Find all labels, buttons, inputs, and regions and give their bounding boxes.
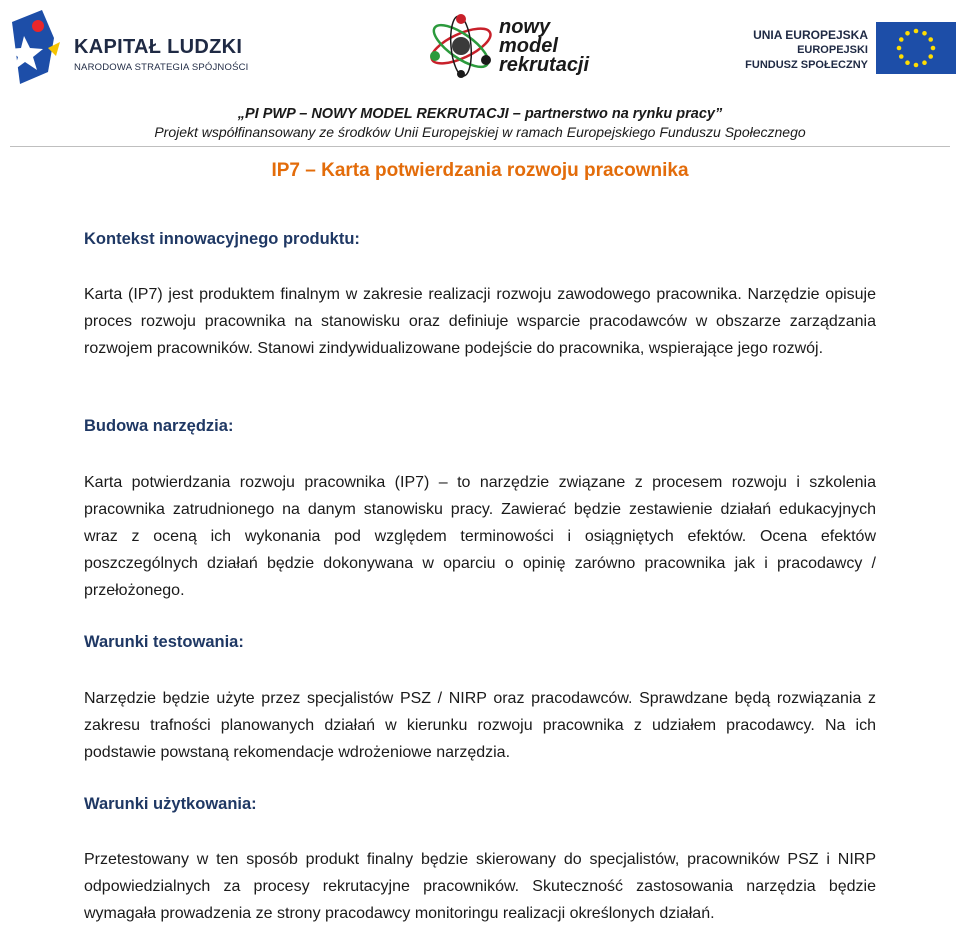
kapital-ludzki-logo bbox=[8, 8, 258, 88]
eu-star-icon bbox=[922, 31, 927, 36]
eu-flag-icon bbox=[876, 22, 956, 74]
eu-star-icon bbox=[905, 60, 910, 65]
project-title: „PI PWP – NOWY MODEL REKRUTACJI – partnerstwo na rynku pracy” bbox=[237, 106, 723, 122]
header-divider bbox=[10, 146, 950, 147]
eu-star-icon bbox=[931, 46, 936, 51]
eu-european-text: EUROPEJSKI bbox=[797, 44, 868, 56]
section-body-context: Karta (IP7) jest produktem finalnym w zakresie realizacji rozwoju zawodowego pracownika. Narzędzie opisuje proces rozwoju pracownika na stanowisku oraz definiuje wsparcie pracodawców w obszarze zarządzania rozwojem pracowników. Stanowi zindywidualizowane podejście do pracownika, wspierające jego rozwój. bbox=[84, 286, 876, 357]
section-heading-context: Kontekst innowacyjnego produktu: bbox=[84, 230, 360, 248]
kapital-ludzki-subtitle: NARODOWA STRATEGIA SPÓJNOŚCI bbox=[74, 62, 249, 73]
kapital-ludzki-star-icon bbox=[8, 8, 68, 88]
eu-star-icon bbox=[914, 63, 919, 68]
section-heading-testing: Warunki testowania: bbox=[84, 633, 244, 651]
eu-star-icon bbox=[897, 46, 902, 51]
atom-people-icon bbox=[425, 10, 497, 82]
eu-star-icon bbox=[914, 29, 919, 34]
eu-star-icon bbox=[922, 60, 927, 65]
section-body-testing: Narzędzie będzie użyte przez specjalistów PSZ / NIRP oraz pracodawców. Sprawdzane będą rozwiązania z zakresu trafności planowanych działań w kierunku rozwoju pracownika z udziałem pracodawcy. Na ich podstawie powstaną rekomendacje wdrożeniowe narzędzia. bbox=[84, 690, 876, 761]
eu-star-icon bbox=[905, 31, 910, 36]
kapital-ludzki-title: KAPITAŁ LUDZKI bbox=[74, 36, 243, 58]
eu-star-icon bbox=[928, 54, 933, 59]
nowy-text: nowy bbox=[499, 16, 551, 38]
eu-star-icon bbox=[928, 37, 933, 42]
eu-star-icon bbox=[899, 37, 904, 42]
section-heading-structure: Budowa narzędzia: bbox=[84, 417, 234, 435]
eu-star-icon bbox=[899, 54, 904, 59]
eu-fund-text bbox=[745, 28, 868, 73]
section-heading-usage: Warunki użytkowania: bbox=[84, 795, 257, 813]
page-header bbox=[0, 0, 960, 150]
model-text: model bbox=[499, 35, 558, 57]
section-body-usage: Przetestowany w ten sposób produkt finalny będzie skierowany do specjalistów, pracowników PSZ i NIRP odpowiedzialnych za procesy rekrutacyjne pracowników. Skuteczność zastosowania narzędzia będzie wymagała prowadzenia ze strony pracodawcy monitoringu realizacji określonych działań. bbox=[84, 851, 876, 922]
section-body-structure: Karta potwierdzania rozwoju pracownika (IP7) – to narzędzie związane z procesem rozwoju i szkolenia pracownika zatrudnionego na danym stanowisku pracy. Zawierać będzie zestawienie działań edukacyjnych wraz z oceną ich wykonania pod względem terminowości i osiągniętych efektów. Ocena efektów poszczególnych działań będzie dokonywana w oparciu o opinię zarówno pracownika jak i pracodawcy / przełożonego. bbox=[84, 474, 876, 599]
eu-social-fund-text: FUNDUSZ SPOŁECZNY bbox=[745, 59, 868, 71]
document-title: IP7 – Karta potwierdzania rozwoju pracownika bbox=[271, 160, 689, 181]
eu-union-text: UNIA EUROPEJSKA bbox=[753, 28, 868, 42]
eu-fund-logo bbox=[745, 20, 956, 80]
nowy-model-rekrutacji-logo bbox=[425, 10, 595, 82]
nowy-model-rekrutacji-text bbox=[499, 18, 589, 75]
rekrutacji-text: rekrutacji bbox=[499, 54, 590, 76]
project-subtitle: Projekt współfinansowany ze środków Unii Europejskiej w ramach Europejskiego Funduszu Społecznego bbox=[154, 124, 806, 140]
